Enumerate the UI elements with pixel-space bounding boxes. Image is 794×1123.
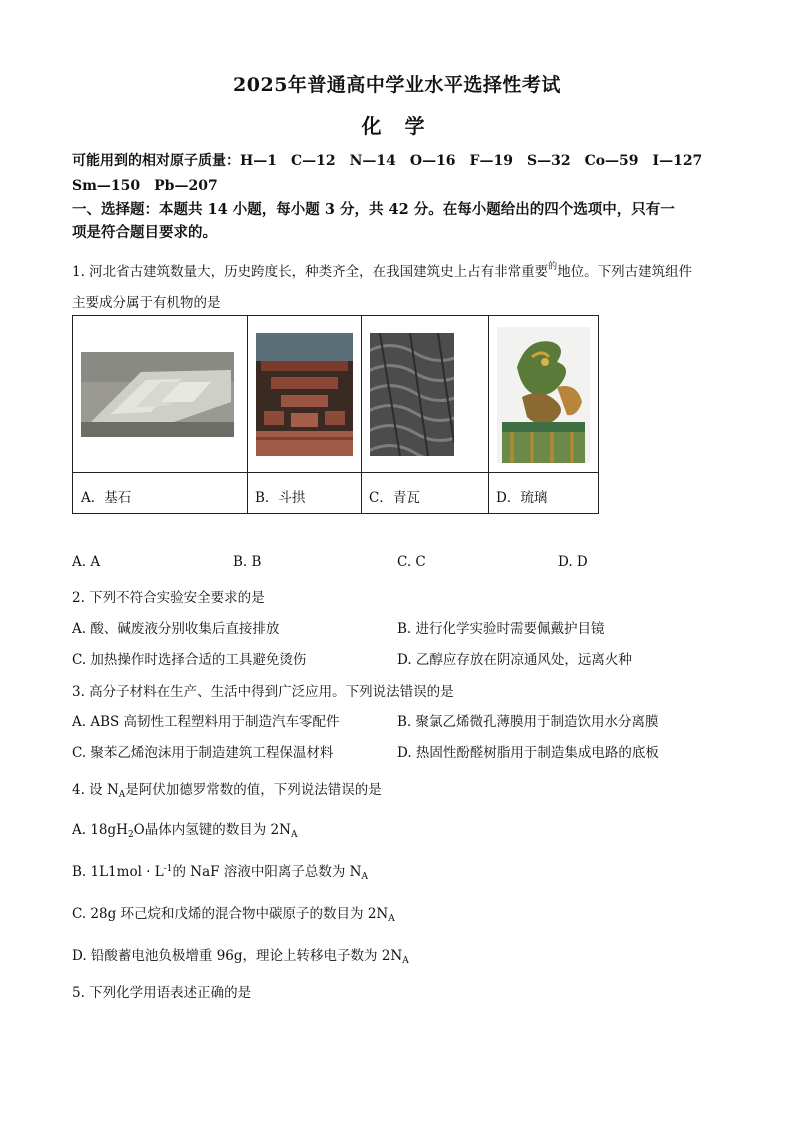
q4-option-b-sub: A	[361, 872, 368, 882]
glazed-tile-image	[497, 327, 590, 463]
subject-title: 化 学	[361, 114, 433, 138]
q4-option-a-part1: A. 18gH	[72, 822, 128, 838]
q4-option-a-sub2: A	[290, 830, 298, 840]
q4-stem-b: 是阿伏加德罗常数的值，下列说法错误的是	[125, 782, 382, 798]
q2-option-a: A. 酸、碱废液分别收集后直接排放	[72, 621, 280, 637]
q5-stem: 5. 下列化学用语表述正确的是	[72, 985, 252, 1001]
table-divider	[488, 316, 489, 513]
q4-stem	[72, 778, 382, 800]
q3-option-d: D. 热固性酚醛树脂用于制造集成电路的底板	[397, 745, 659, 761]
q3-option-a: A. ABS 高韧性工程塑料用于制造汽车零配件	[72, 714, 340, 730]
q1-stem-note: 的	[548, 262, 558, 272]
q4-option-a	[72, 818, 297, 840]
q3-option-b: B. 聚氯乙烯微孔薄膜用于制造饮用水分离膜	[397, 714, 659, 730]
q1-stem-a: 1. 河北省古建筑数量大，历史跨度长，种类齐全，在我国建筑史上占有非常重要	[72, 264, 549, 280]
table-divider	[247, 316, 248, 513]
q2-option-d: D. 乙醇应存放在阴凉通风处，远离火种	[397, 652, 632, 668]
q1-answer-c: C. C	[397, 554, 426, 570]
table-label-c: C．青瓦	[369, 490, 420, 506]
q1-stem	[72, 259, 692, 280]
table-divider	[73, 472, 598, 473]
table-label-a: A．基石	[81, 490, 132, 506]
q4-option-c-part1: C. 28g 环己烷和戊烯的混合物中碳原子的数目为 2N	[72, 906, 389, 922]
atomic-masses-line2: Sm—150 Pb—207	[72, 178, 218, 194]
section-heading-line2: 项是符合题目要求的。	[72, 224, 217, 241]
q4-option-d-part1: D. 铅酸蓄电池负极增重 96g，理论上转移电子数为 2N	[72, 948, 403, 964]
q4-option-b-part2: 的 NaF 溶液中阳离子总数为 N	[172, 864, 362, 880]
q2-stem: 2. 下列不符合实验安全要求的是	[72, 590, 265, 606]
table-label-b: B．斗拱	[255, 490, 306, 506]
q4-option-a-sub1: 2	[127, 830, 134, 840]
q4-option-b-sup: -1	[163, 864, 173, 874]
q1-answer-d: D. D	[558, 554, 588, 570]
q4-option-c	[72, 902, 395, 924]
exam-title: 2025年普通高中学业水平选择性考试	[233, 74, 561, 96]
q1-answer-b: B. B	[233, 554, 262, 570]
q1-stem-line2: 主要成分属于有机物的是	[72, 295, 221, 311]
q4-option-d	[72, 944, 409, 966]
q1-answer-a: A. A	[72, 554, 101, 570]
q2-option-b: B. 进行化学实验时需要佩戴护目镜	[397, 621, 605, 637]
section-heading-line1: 一、选择题：本题共 14 小题，每小题 3 分，共 42 分。在每小题给出的四个选项中，只有一	[72, 201, 675, 218]
q4-option-b-part1: B. 1L1mol · L	[72, 864, 164, 880]
atomic-masses-line1: 可能用到的相对原子质量：H—1 C—12 N—14 O—16 F—19 S—32 Co—59 I—127	[72, 153, 703, 169]
grey-tile-image	[370, 333, 454, 456]
q1-options-table	[72, 315, 599, 514]
q2-option-c: C. 加热操作时选择合适的工具避免烫伤	[72, 652, 307, 668]
dougong-bracket-image	[256, 333, 353, 456]
table-label-d: D．琉璃	[496, 490, 548, 506]
q4-option-d-sub: A	[402, 956, 409, 966]
q4-option-b	[72, 860, 368, 882]
q1-stem-b: 地位。下列古建筑组件	[557, 264, 693, 280]
q3-option-c: C. 聚苯乙烯泡沫用于制造建筑工程保温材料	[72, 745, 334, 761]
table-divider	[361, 316, 362, 513]
q4-option-a-part2: O晶体内氢键的数目为 2N	[133, 822, 291, 838]
foundation-stone-image	[81, 352, 234, 437]
q4-stem-sub: A	[118, 790, 126, 800]
q4-option-c-sub: A	[388, 914, 395, 924]
q3-stem: 3. 高分子材料在生产、生活中得到广泛应用。下列说法错误的是	[72, 684, 454, 700]
q4-stem-a: 4. 设 N	[72, 782, 119, 798]
